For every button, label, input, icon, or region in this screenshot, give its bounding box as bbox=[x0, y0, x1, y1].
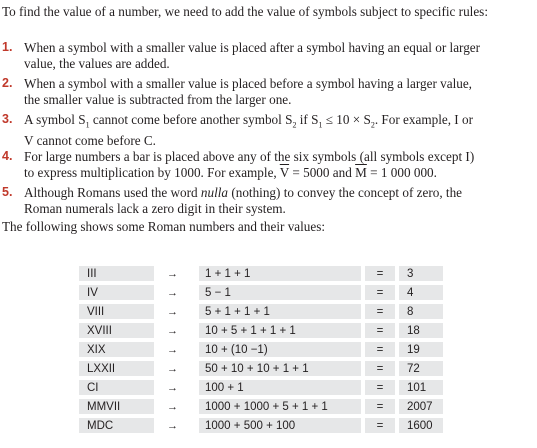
spacer bbox=[154, 304, 167, 319]
table-row bbox=[79, 380, 443, 395]
roman-numeral: XIX bbox=[79, 342, 154, 357]
roman-numeral: III bbox=[79, 266, 154, 281]
table-row bbox=[79, 266, 443, 281]
spacer bbox=[154, 380, 167, 395]
equals-sign: = bbox=[365, 361, 395, 376]
expansion-expression: 50 + 10 + 10 + 1 + 1 bbox=[199, 361, 361, 376]
roman-numerals-table bbox=[79, 262, 443, 437]
numeric-value: 8 bbox=[399, 304, 443, 319]
table-row bbox=[79, 304, 443, 319]
rule-number: 4. bbox=[2, 149, 13, 163]
rule-line: When a symbol with a smaller value is placed after a symbol having an equal or larger bbox=[24, 40, 481, 55]
table-row bbox=[79, 342, 443, 357]
rule-line: For large numbers a bar is placed above any of the six symbols (all symbols except I) bbox=[24, 149, 475, 164]
numeric-value: 1600 bbox=[399, 418, 443, 433]
equals-sign: = bbox=[365, 323, 395, 338]
numeric-value: 4 bbox=[399, 285, 443, 300]
rule-number: 3. bbox=[2, 112, 13, 126]
numeric-value: 101 bbox=[399, 380, 443, 395]
overlined-v: $\overline{V}$ bbox=[279, 164, 290, 180]
rule-line: value, the values are added. bbox=[24, 55, 170, 71]
rule-4 bbox=[2, 149, 527, 180]
nulla-word: nulla bbox=[200, 185, 229, 200]
rule-number: 2. bbox=[2, 76, 13, 90]
equals-sign: = bbox=[365, 342, 395, 357]
arrow-icon: → bbox=[167, 362, 178, 375]
spacer bbox=[154, 342, 167, 357]
arrow-icon: → bbox=[167, 343, 178, 356]
rule-1 bbox=[2, 40, 527, 71]
roman-numeral: LXXII bbox=[79, 361, 154, 376]
rule-line: to express multiplication by 1000. For example, $\overline{V} = 5000$ and $\overline{M} = 1$ 000 000. bbox=[24, 164, 437, 180]
expansion-expression: 1000 + 1000 + 5 + 1 + 1 bbox=[199, 399, 361, 414]
expansion-expression: 100 + 1 bbox=[199, 380, 361, 395]
roman-numeral: XVIII bbox=[79, 323, 154, 338]
expansion-expression: 10 + 5 + 1 + 1 + 1 bbox=[199, 323, 361, 338]
roman-numeral: CI bbox=[79, 380, 154, 395]
table-row bbox=[79, 285, 443, 300]
equals-sign: = bbox=[365, 266, 395, 281]
equals-sign: = bbox=[365, 418, 395, 433]
spacer bbox=[154, 285, 167, 300]
rule-line: Although Romans used the word nulla (nothing) to convey the concept of zero, the bbox=[24, 185, 463, 200]
arrow-icon: → bbox=[167, 286, 178, 299]
arrow-icon: → bbox=[167, 381, 178, 394]
numeric-value: 19 bbox=[399, 342, 443, 357]
rule-number: 5. bbox=[2, 185, 13, 199]
equals-sign: = bbox=[365, 304, 395, 319]
expansion-expression: 5 + 1 + 1 + 1 bbox=[199, 304, 361, 319]
rule-line: the smaller value is subtracted from the larger one. bbox=[24, 91, 292, 107]
roman-numeral: MMVII bbox=[79, 399, 154, 414]
equals-sign: = bbox=[365, 285, 395, 300]
equals-sign: = bbox=[365, 380, 395, 395]
arrow-icon: → bbox=[167, 267, 178, 280]
table-row bbox=[79, 323, 443, 338]
equals-sign: = bbox=[365, 399, 395, 414]
roman-numeral: MDC bbox=[79, 418, 154, 433]
rule-line: When a symbol with a smaller value is placed before a symbol having a larger value, bbox=[24, 76, 472, 91]
expansion-expression: 10 + (10 −1) bbox=[199, 342, 361, 357]
rule-line: Roman numerals lack a zero digit in their system. bbox=[24, 200, 286, 216]
overlined-m: $\overline{M}$ bbox=[355, 164, 367, 180]
spacer bbox=[154, 323, 167, 338]
outro-line: The following shows some Roman numbers and their values: bbox=[2, 219, 326, 234]
rule-number: 1. bbox=[2, 40, 13, 54]
table-row bbox=[79, 418, 443, 433]
table-row bbox=[79, 399, 443, 414]
expansion-expression: 1000 + 500 + 100 bbox=[199, 418, 361, 433]
numeric-value: 3 bbox=[399, 266, 443, 281]
table-row bbox=[79, 361, 443, 376]
rule-5 bbox=[2, 185, 527, 216]
arrow-icon: → bbox=[167, 400, 178, 413]
roman-numeral: VIII bbox=[79, 304, 154, 319]
rule-3 bbox=[2, 112, 527, 149]
intro-paragraph: To find the value of a number, we need to add the value of symbols subject to specific rules: bbox=[2, 4, 488, 19]
numeric-value: 2007 bbox=[399, 399, 443, 414]
roman-numeral: IV bbox=[79, 285, 154, 300]
numeric-value: 72 bbox=[399, 361, 443, 376]
arrow-icon: → bbox=[167, 324, 178, 337]
rule-2 bbox=[2, 76, 527, 107]
expansion-expression: 1 + 1 + 1 bbox=[199, 266, 361, 281]
rule-line: A symbol $S_1$ cannot come before another symbol $S_2$ if $S_1 \le 10 \times S_2$. For example, I or bbox=[24, 112, 473, 130]
spacer bbox=[154, 399, 167, 414]
spacer bbox=[154, 418, 167, 433]
expansion-expression: 5 − 1 bbox=[199, 285, 361, 300]
numeric-value: 18 bbox=[399, 323, 443, 338]
arrow-icon: → bbox=[167, 305, 178, 318]
spacer bbox=[154, 361, 167, 376]
rule-line: V cannot come before C. bbox=[24, 133, 156, 149]
arrow-icon: → bbox=[167, 419, 178, 432]
spacer bbox=[154, 266, 167, 281]
